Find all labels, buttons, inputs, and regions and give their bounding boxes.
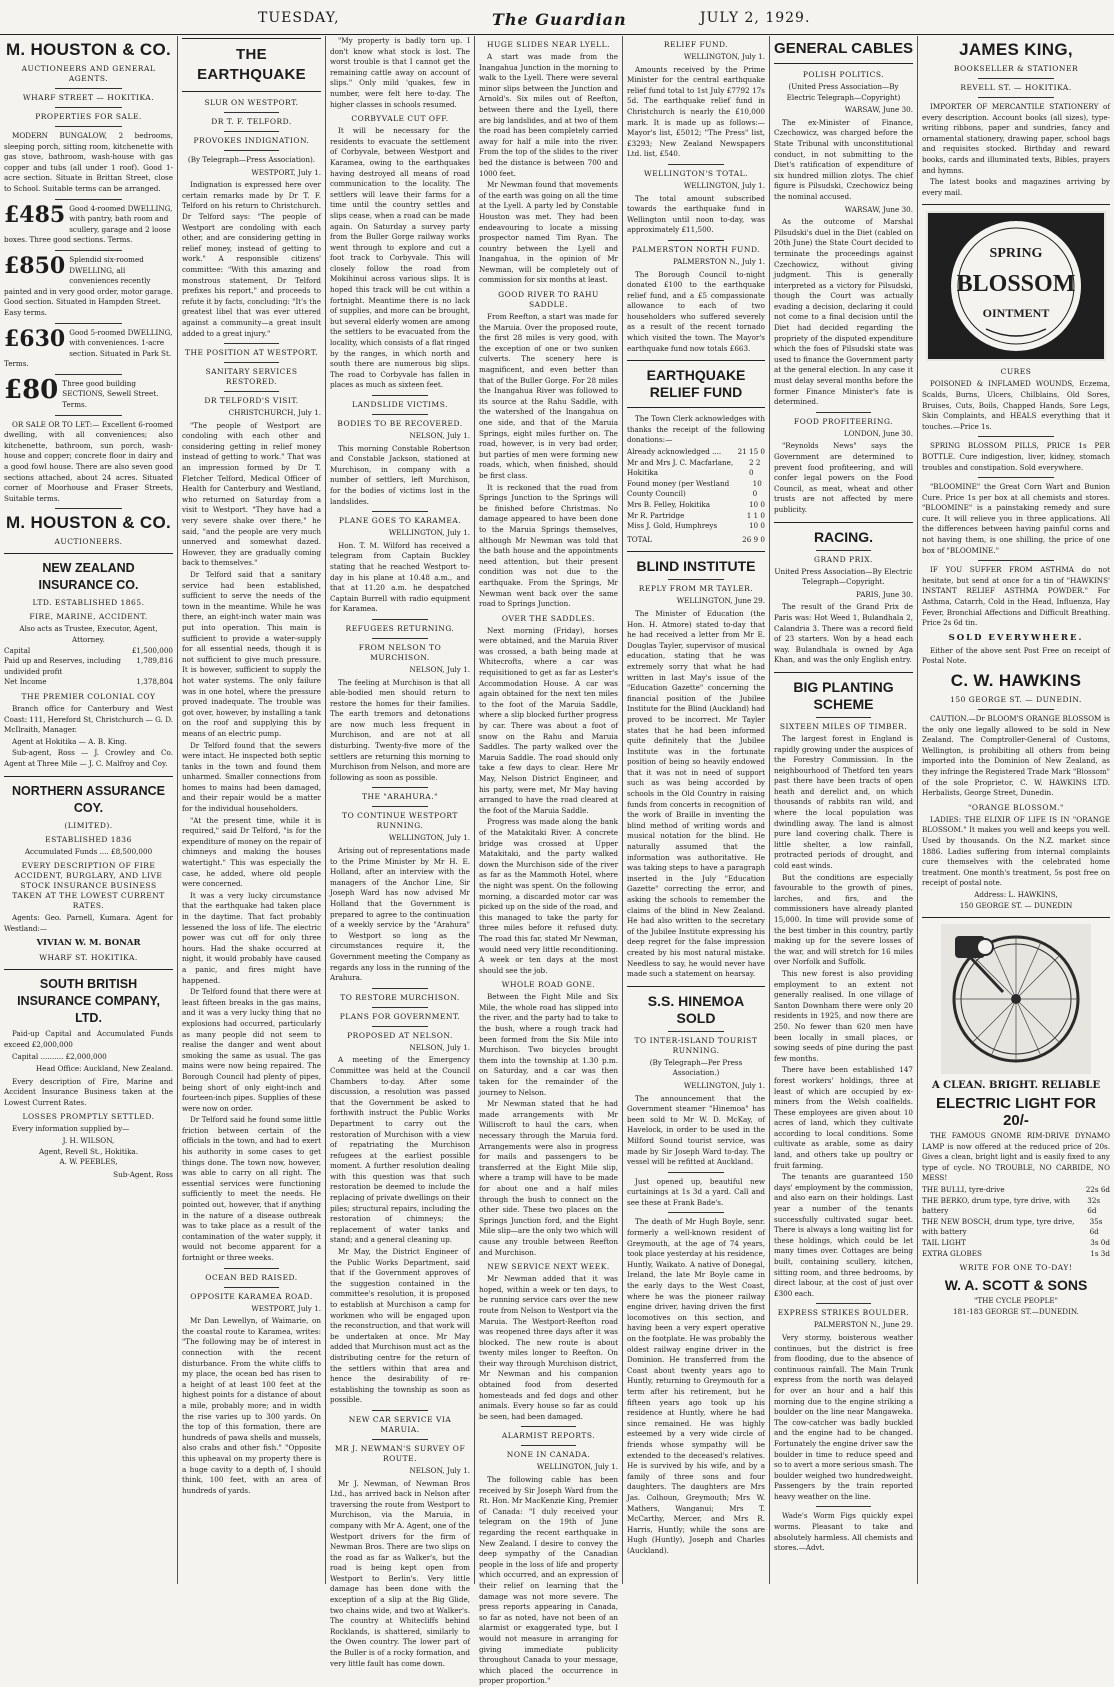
ad-address-2: 150 GEORGE ST. — DUNEDIN [959, 900, 1073, 910]
paragraph: From Reefton, a start was made for the Maruia. Over the proposed route, the first 28 miles is very good, with the exception of one or two sunken culverts. The scenery here is magnificent, and even better than that of the Buller Gorge. For 28 miles the Inangahua River was followed to its source at the Rahu Saddle, with the watershed of the Inangahua on one side, and that of the Maruia Springs, eight miles further on. The road, however, is in very bad order, but parties of men were forming new roads, which, when finished, should be first class. [479, 312, 618, 480]
sub-grand-prix: GRAND PRIX. [814, 554, 873, 564]
sub-newman-survey: MR J. NEWMAN'S SURVEY OF ROUTE. [334, 1443, 466, 1463]
paragraph: Dr Telford said he found some little friction between certain of the officials in the town, and had to exert his authority in some cases to get things done. The town now, however, was able to carry on all right. The essential services were functioning sufficiently to meet the needs. He pointed out, however, that if anything in the nature of a disease outbreak was to take place as a result of the contamination of the water supply, it would not become apparent for a fortnight or three weeks. [182, 1115, 321, 1262]
sub-landslide-victims: LANDSLIDE VICTIMS. [352, 400, 448, 409]
title-hinemoa-sold: S.S. HINEMOA SOLD [647, 992, 745, 1026]
ad-james-king-address: REVELL ST. — HOKITIKA. [960, 83, 1072, 92]
ad-houston-title: M. HOUSTON & CO. [5, 40, 172, 59]
sub-position: THE POSITION AT WESTPORT. [185, 348, 318, 358]
title-blind-institute: BLIND INSTITUTE [636, 558, 756, 575]
sub-arahura: THE "ARAHURA." [361, 792, 439, 802]
sub-new-service: NEW SERVICE NEXT WEEK. [487, 1262, 610, 1272]
price-row: THE BERKO, drum type, tyre drive, with battery 32s 6d [922, 1195, 1101, 1216]
paragraph: It will be necessary for the residents to evacuate the settlement of Corbyvale, between Westport and Karamea, owing to the earthquakes having destroyed all means of road communication to the locality. The settlers will leave their farms for a time until the country settles and slips cease, when a road can be made again. On Saturday a survey party from the Buller Gorge railway works went through to explore and cut a foot track to Corbyvale. This will closely follow the road from Mokihinui across various slips. It is hoped this track will be cut within a fortnight. Meantime there is no lack of supplies, and more can be brought, but several elderly women are among the settlers to be evacuated from the locality, which consists of a flat ringed by the ranges, in which north and south there are numerous big slips. The road to Corbyvale has fallen in places as much as sixteen feet. [330, 126, 470, 390]
ad-houston-line-2: AUCTIONEERS. [54, 537, 123, 547]
ad-sbi-losses: LOSSES PROMPTLY SETTLED. [22, 1112, 155, 1122]
title-big-planting: BIG PLANTING SCHEME [793, 678, 894, 712]
title-racing: RACING. [813, 528, 874, 545]
ad-scott-title: W. A. SCOTT & SONS [944, 1277, 1088, 1294]
byline: (United Press Association—By Electric Telegraph—Copyright) [786, 82, 901, 102]
donation-row: Mr and Mrs J. C. Macfarlane, Hokitika 2 2 0 [627, 457, 761, 478]
ad-south-british-title: SOUTH BRITISH INSURANCE COMPANY, LTD. [17, 977, 160, 1026]
sub-nelson-murchison: FROM NELSON TO MURCHISON. [358, 642, 442, 662]
paragraph: The largest forest in England is rapidly growing under the auspices of the Forestry Commission. In the neighbourhood of Thetford ten years past there have been tracts of open heath and derelict and, on which thousands of rabbits ran wild, and where the local population was dwindling away. The land is almost pure land covering chalk. There is little shelter, a low rainfall, protracted periods of drought, and cold east winds. [774, 733, 913, 871]
sub-karamea-road: OPPOSITE KARAMEA ROAD. [190, 1291, 313, 1301]
dateline-wellington-2: WELLINGTON, July 1. [388, 833, 470, 843]
ad-ointment-cures: CURES [1000, 367, 1032, 377]
ad-property-4: £80 Three good building SECTIONS, Sewell Street. Terms. [4, 374, 159, 410]
sub-indignation: PROVOKES INDIGNATION. [193, 136, 310, 145]
paragraph: Hon. T. M. Wilford has received a telegram from Captain Buckley stating that he reached Westport to-day in his plane at 10.48 a.m., and that at 11.20 a.m. he despatched Captain Burrell with radio equipment for Karamea. [330, 540, 470, 614]
byline: (By Telegraph—Per Press Association.) [649, 1057, 743, 1078]
sub-reply-tayler: REPLY FROM MR TAYLER. [638, 584, 754, 594]
ad-vivian-name: VIVIAN W. M. BONAR [36, 938, 141, 949]
financial-row: Paid up and Reserves, including undivided profit 1,789,816 [4, 656, 173, 676]
paragraph: The Town Clerk acknowledges with thanks the receipt of the following donations:— [627, 414, 765, 445]
masthead-paper-name: The Guardian [492, 10, 627, 29]
sub-ocean-bed: OCEAN BED RAISED. [205, 1272, 298, 1282]
sub-wellington-total: WELLINGTON'S TOTAL. [644, 168, 748, 178]
ad-james-king-import: IMPORTER OF MERCANTILE STATIONERY of every description. Account books (all sizes), type-writing ribbons, paper and sundries, fancy and ornamental stationery, drawing paper, school bags and requisites stocked. Birthday and reward books, cards and illuminated texts, Bibles, prayers and hymns. [922, 102, 1110, 175]
paragraph: Wade's Worm Figs quickly expel worms. Pleasant to take and absolutely harmless. All chemists and stores.—Advt. [774, 1511, 913, 1553]
dateline-westport-2: WESTPORT, July 1. [251, 1303, 321, 1313]
paragraph: It was a very lucky circumstance that the earthquake had taken place in the daytime. That fact probably lessened the loss of life. The electric power was cut off for only three hours. Had the shake occurred at night, it would probably have caused a panic, and fires might have happened. [182, 890, 321, 985]
ad-asthma: IF YOU SUFFER FROM ASTHMA do not hesitate, but send at once for a tin of "HAWKINS' INSTANT RELIEF ASTHMA POWDER." For Asthma, Catarrh, Cold in the Head, Influenza, Hay Fever, Bronchial Affections and Difficult Breathing. Price 2s 6d tin. [922, 565, 1110, 628]
paragraph: The ex-Minister of Finance, Czechowicz, was charged before the State Tribunal with unconstitutional conduct, in not submitting to the Diet's ratification of expenditure of six hundred million zlotys. The chief figure is Pilsudski, Czechowicz being the nominal accused. [774, 117, 913, 201]
ad-clean-bright: A CLEAN. BRIGHT. RELIABLE [931, 1080, 1101, 1092]
ad-orange-blossom: "ORANGE BLOSSOM." [967, 802, 1065, 812]
dateline-wellington: WELLINGTON, July 1. [388, 528, 470, 538]
sub-express-boulder: EXPRESS STRIKES BOULDER. [777, 1308, 910, 1318]
paragraph: Dr Telford found that there were at least fifteen breaks in the gas mains, and it was a very lucky thing that no explosions had occurred, particularly as many people did not seem to realise the danger and went about smoking the same as usual. The gas mains were now being repaired. The Borough Council had plenty of pipes, being short of only eight-inch and fourteen-inch pipes. Supplies of these were now on order. [182, 987, 321, 1113]
sub-food-profiteering: FOOD PROFITEERING. [793, 416, 894, 426]
column-relief-fund [622, 36, 769, 1584]
donation-row: Mrs B. Felley, Hokitika 10 0 [627, 500, 765, 509]
sub-alarmist: ALARMIST REPORTS. [501, 1431, 596, 1441]
sub-over-saddles: OVER THE SADDLES. [501, 613, 596, 623]
donation-total: TOTAL 26 9 0 [627, 534, 765, 544]
ad-sbi-paid: Paid-up Capital and Accumulated Funds exceed £2,000,000 [4, 1029, 173, 1049]
paragraph: "My property is badly torn up. I don't know what stock is lost. The worst trouble is that I cannot get the remaining cattle away on account of slips." Only mild 'quakes, few in number, were felt here to-day. The higher classes in schools resumed. [330, 36, 470, 109]
sub-plans: PLANS FOR GOVERNMENT. [339, 1011, 461, 1021]
ad-hawkins-address: 150 GEORGE ST. — DUNEDIN. [950, 695, 1082, 704]
ad-branch: Branch office for Canterbury and West Coast: 111, Hereford St, Christchurch — G. D. McIlraith, Manager. [4, 703, 174, 735]
sub-slur: SLUR ON WESTPORT. [204, 98, 299, 107]
donation-row: Already acknowledged .... 21 15 0 [627, 447, 765, 457]
ad-write: WRITE FOR ONE TO-DAY! [959, 1263, 1073, 1273]
sub-sanitary: SANITARY SERVICES RESTORED. [205, 367, 298, 387]
column-advertisements-left [0, 36, 177, 1584]
ad-northern-ltd: (LIMITED). [64, 820, 113, 830]
ad-northern-every: EVERY DESCRIPTION OF FIRE ACCIDENT, BURGLARY, AND LIVE STOCK INSURANCE BUSINESS TAKEN AT THE LOWEST CURRENT RATES. [12, 861, 165, 911]
ad-james-king-latest: The latest books and magazines arriving by every mail. [922, 177, 1110, 197]
masthead-date: JULY 2, 1929. [700, 10, 811, 26]
paragraph: But the conditions are especially favourable to the growth of pines, larches, and firs, and the commissioners have already planted 15,000. In time will provide some of the best timber in this country, partly making up for the severe losses of the war, and will stretch for 16 miles over Norfolk and Suffolk. [774, 872, 913, 967]
dateline-nelson-3: NELSON, July 1. [409, 1042, 470, 1052]
donation-list [627, 447, 765, 532]
ad-property-1: £485 Good 4-roomed DWELLING, with pantry, bath room and scullery, garage and 2 loose boxes. Three good sections. Terms. [4, 201, 173, 245]
ad-sbi-head: Head Office: Auckland, New Zealand. [35, 1064, 173, 1074]
ad-property-2: £850 Splendid six-roomed DWELLING, all conveniences recently painted and in very good order, motor garage. Good section. Situated in Hampden Street. Easy terms. [4, 252, 173, 317]
svg-text:SPRING: SPRING [989, 246, 1043, 262]
paragraph: Next morning (Friday), horses were obtained, and the Maruia River was crossed, a bath being made at Whitecrofts, where a car was requisitioned to get as far as Lester's Accommodation House. A car was again obtained for the next ten miles to the foot of the Maruia Saddle, where a slip blocked further progress by car. There was about a foot of snow on the Rahu and Maruia Saddles. The party walked over the Maruia Saddle. The road should only take a few days to clear. Here Mr May, Nelson District Engineer, and his party, were met, Mr May having arranged to have the road cleared at the foot of the Maruia Saddle. [479, 625, 618, 815]
paragraph: The announcement that the Government steamer "Hinemoa" has been sold to Mr W. D. McKay, of Havelock, in order to be used in the Milford Sound tourist service, was made by Sir Joseph Ward to-day. The vessel will be refitted at Auckland. [627, 1093, 765, 1167]
dateline: WELLINGTON, July 1. [683, 1080, 765, 1090]
ad-price-list [922, 1185, 1110, 1259]
ad-address: Address: L. HAWKINS, [974, 889, 1058, 899]
sub-proposed: PROPOSED AT NELSON. [347, 1030, 453, 1040]
sub-relief-fund: RELIEF FUND. [663, 40, 729, 49]
donation-row: Mr R. Partridge 1 1 0 [627, 510, 765, 520]
bicycle-lamp-illustration [941, 924, 1091, 1074]
sub-polish-politics: POLISH POLITICS. [802, 70, 885, 79]
dateline-christchurch: CHRISTCHURCH, July 1. [228, 408, 321, 418]
price-row: EXTRA GLOBES 1s 3d [922, 1248, 1110, 1258]
dateline-nelson-4: NELSON, July 1. [409, 1465, 470, 1475]
ad-nz-insurance-title: NEW ZEALAND INSURANCE CO. [38, 561, 139, 593]
paragraph: Just opened up, beautiful new curtainings at 1s 3d a yard. Call and see these at Frank Bade's. [627, 1176, 765, 1207]
paragraph: A start was made from the Inangahua Junction in the morning to walk to the Lyell. There were several minor slips between the Junction and Arnold's. Six miles out of Reefton, between there and the Lyell, there are big landslides, and at two of them the road has been completely carried away for half a mile into the river. From the top of the slides to the river bed the distance is between 700 and 1000 feet. [479, 52, 618, 178]
ad-agent-1: Agent at Hokitika — A. B. King. [12, 736, 127, 746]
sub-huge-slides: HUGE SLIDES NEAR LYELL. [486, 40, 611, 49]
paragraph: Mr Newman found that movements of the earth was going on all the time at the Lyell. A party led by Constable Houston was met. They had been endeavouring to locate a missing prospector named Tim Ryan. The country between the Lyell and Inangahua, in the opinion of Mr Newman, will be completely out of commission for six months at least. [479, 180, 618, 285]
ad-bloomine: "BLOOMINE" the Great Corn Wart and Bunion Cure. Price 1s per box at all chemists and stores. "BLOOMINE" is a painstaking remedy and sure cure. It will relieve you in three applications. All the differences between having painful corns and not having them, is one shilling, the price of one box of "BLOOMINE." [922, 482, 1110, 555]
financial-row: Capital £1,500,000 [4, 645, 173, 655]
dateline-wellington-3: WELLINGTON, July 1. [536, 1462, 618, 1472]
sub-whole-road: WHOLE ROAD GONE. [501, 980, 596, 990]
paragraph: Amounts received by the Prime Minister for the central earthquake relief fund total to 1st July £7792 17s 5d. The earthquake relief fund in Christchurch is nearly the £10,000 mark. It is made up as follows:— Mayor's list, £5012; "The Press" list, £3293; New Zealand Newspapers Ltd. list, £540. [627, 64, 765, 159]
paragraph: Between the Fight Mile and Six Mile, the whole road has slipped into the river, and the party had to take to the bush, where a rough track had been formed from the Six Mile into Murchison. Two bicycles brought them into the township at 1.30 p.m. on Saturday, and a car was then taken for the remainder of the journey to Nelson. [479, 992, 618, 1097]
ad-sub-agent: Sub-agent, Ross — J. Crowley and Co. Agent at Three Mile — J. C. Malfroy and Coy. [4, 748, 173, 768]
paragraph: The Borough Council to-night donated £100 to the earthquake relief fund, and a £5 compassionate allowance to each of two householders who suffered severely as a result of the recent tornado which visited the town. The Mayor's earthquake fund now totals £663. [627, 269, 765, 353]
dateline-nelson: NELSON, July 1. [409, 431, 470, 440]
paragraph: It is reckoned that the road from Springs Junction to the Springs will be finished before Christmas. No damage appeared to have been done to the Maruia Springs themselves, although Mr Newman was told that the bath house and the appointments need attention, but their present condition was not due to the earthquake. From the Springs, Mr Newman went back over the same road to Springs Junction. [479, 482, 618, 609]
svg-text:BLOSSOM: BLOSSOM [956, 271, 1076, 298]
financial-row: Net Income 1,378,804 [4, 677, 173, 687]
column-general-cables [769, 36, 917, 1584]
ad-dynamo: THE FAMOUS GNOME RIM-DRIVE DYNAMO LAMP is now offered at the reduced price of 20s. Gives a clean, bright light and is easily fixed to any type of cycle. NO TROUBLE, NO CARBIDE, NO MESS! [922, 1131, 1110, 1183]
ad-ointment-text: POISONED & INFLAMED WOUNDS, Eczema, Scalds, Burns, Ulcers, Chilblains, Old Sores, Bruises, Cuts, Boils, Chapped Hands, Sore Legs, Skin Complaints, and HEALS everything that it touches.—Price 1s. [922, 379, 1110, 431]
ad-houston-address: WHARF STREET — HOKITIKA. [22, 93, 155, 102]
column-earthquake-routes [474, 36, 622, 1686]
ad-property-3: £630 Good 5-roomed DWELLING, with conveniences. 1-acre section. Situated in Park St. Terms. [4, 325, 173, 369]
ad-premier-title: THE PREMIER COLONIAL COY [21, 691, 156, 701]
dateline-westport: WESTPORT, July 1. [251, 167, 321, 177]
paragraph: Arising out of representations made to the Prime Minister by Mr H. E. Holland, after an interview with the managers of the Anchor Line, Sir Joseph Ward has now advised Mr Holland that the Government is prepared to agree to the continuation of a weekly service by the "Arahura" to Westport so long as the circumstances require it, the Government meeting the Company as regards any loss in the running of the Arahura. [330, 846, 470, 983]
sub-sixteen-miles: SIXTEEN MILES OF TIMBER. [779, 721, 908, 731]
paragraph: The result of the Grand Prix de Paris was: Hot Weed 1, Bulandhala 2, Calandria 3. There was a record field of 23 starters. Won by a head each way. Bulandhala is owned by Aga Khan, and was the only English entry. [774, 602, 913, 665]
paragraph: Mr J. Newman, of Newman Bros Ltd., has arrived back in Nelson after traversing the route from Westport to Murchison, via the Maruia, in company with Mr A. Agent, one of the Westport drivers for the firm of Newman Bros. There are two slips on the road as far as Walker's, but the road is being kept open from Westport to Berlin's. Very little damage has been done with the exception of a slip at the Big Glide, two chains wide, and two at Walker's. The country at Whitecliffs behind Rocklands, is shattered, similarly to the Owen country. The lower part of the Buller is of a rocky formation, and very little fault has come down. [330, 1478, 470, 1668]
ad-houston-line: AUCTIONEERS AND GENERAL AGENTS. [21, 64, 156, 83]
dateline: PALMERSTON N., July 1. [672, 256, 765, 266]
column-advertisements-right [917, 36, 1114, 1584]
masthead-day: TUESDAY, [258, 10, 340, 26]
ad-northern-agents: Agents: Geo. Parnell, Kumara. Agent for Westland:— [4, 913, 173, 933]
paragraph: The death of Mr Hugh Boyle, senr. formerly a well-known resident of Greymouth, at the age of 74 years, took place yesterday at his residence, Huntly, Waikato. A native of Donegal, Ireland, the late Mr Boyle came in the early days to the West Coast, where he was the pioneer railway engine driver, having driven the first locomotives on this section, and having been a very expert operative on the footplate. He was probably the oldest railway engine driver in the Dominion. He transferred from the Coast about twenty years ago to Huntly, returning to Greymouth for a term after his retirement, but he fifteen years ago took up his residence at Huntly, where he had since remained. He was highly esteemed by a very wide circle of friends whose sympathy will be extended to the deceased's relatives. He is survived by his wife, and by a family of three sons and four daughters. The daughters are Mrs Jas. Colhoun, Greymouth; Mrs W. Mathers, Wanganui; Mrs T. McCarthy, Mercer, and Mrs R. Harris, Huntly; while the sons are Hugh (Huntly), Joseph and Charles (Auckland). [627, 1217, 765, 1555]
ad-caution: CAUTION.—Dr BLOOM'S ORANGE BLOSSOM is the only one legally allowed to be sold in New Zealand. The Comptroller-General of Customs, Wellington, is prohibiting all others from being imported into the Dominion of New Zealand, as they infringe the Registered Trade Mark "Blossom" of the sole Proprietor, C. W. HAWKINS LTD. Herbalists, George Street, Dunedin. [922, 714, 1110, 798]
sub-continue-westport: TO CONTINUE WESTPORT RUNNING. [342, 811, 458, 831]
dateline: WELLINGTON, June 29. [676, 596, 765, 606]
sub-restore: TO RESTORE MURCHISON. [340, 992, 460, 1002]
paragraph: "At the present time, while it is required," said Dr Telford, "is for the expenditure of money on the repair of chimneys and making the houses watertight." This was especially the case, he added, where old people were concerned. [182, 815, 321, 889]
paragraph: Indignation is expressed here over certain remarks made by Dr T. F. Telford on his return to Christchurch. Dr Telford says: "The people of Westport are condoling with each other, and are considering getting in relief money, instead of getting to work." A responsible citizens' committee: "With this amazing and monstrous statement, Dr Telford prefixes his report," and proceeds to refute it by facts, concluding: "It's the greatest libel that was ever uttered against a community—a great insult added to a great injury." [182, 180, 321, 338]
paragraph: This new forest is also providing employment to an extent not generally realised. In one village of Santon Downham there were only 20 residents in 1925, and now there are 250. No fewer than 620 men have been locally in small places, or sowing seeds of pine during the past few months. [774, 968, 913, 1063]
price-row: THE NEW BOSCH, drum type, tyre drive, with battery 35s 6d [922, 1216, 1103, 1237]
ad-ladies: LADIES: THE ELIXIR OF LIFE IS IN "ORANGE BLOSSOM." It makes you well and keeps you well. Used by thousands. On the N.Z. market since 1886. Ladies suffering from internal complaints cure themselves with the celebrated home treatment. One month's treatment, 5s post free on receipt of postal note. [922, 814, 1110, 888]
ad-james-king-title: JAMES KING, [959, 40, 1073, 59]
ad-bungalow-text: MODERN BUNGALOW, 2 bedrooms, sleeping porch, sitting room, kitchenette with gas stove, bathroom, wash-house with gas copper and tubs (all under 1 roof). Good 1-acre section. Situate in Brittan Street, close to School. Suitable terms can be arranged. [4, 131, 173, 193]
ad-sbi-agent-1: J. H. WILSON, [62, 1136, 115, 1146]
ad-properties-heading: PROPERTIES FOR SALE. [35, 112, 142, 121]
sub-telford: DR T. F. TELFORD. [211, 117, 292, 126]
dateline-nelson-2: NELSON, July 1. [409, 664, 470, 674]
paragraph: "Reynolds News" says the Government are determined to prevent food profiteering, and will confer legal powers on the Food Council, as meat, wheat and other trusts are not affected by mere publicity. [774, 441, 913, 514]
ad-sale-or-let: OR SALE OR TO LET:— Excellent 6-roomed dwelling, with all conveniences; also kitchenette, bathroom, sun porch, wash-house and copper; concrete floor in dairy and a good fowl house. There are also seven good sections attached, about 24 acres. Situated corner of Moorhouse and Fraser Streets, Suitable terms. [4, 419, 173, 503]
ad-nz-insurance-est: LTD. ESTABLISHED 1865. [32, 598, 145, 608]
paragraph: The total amount subscribed towards the earthquake fund in Wellington until noon to-day, was approximately £11,500. [627, 193, 765, 235]
price-row: THE BULLI, tyre-drive 22s 6d [922, 1185, 1110, 1195]
donation-row: Miss J. Gold, Humphreys 10 0 [627, 521, 765, 531]
ad-nz-insurance-type: FIRE, MARINE, ACCIDENT. [29, 612, 148, 622]
sub-palmerston-fund: PALMERSTON NORTH FUND. [631, 244, 761, 254]
sub-canada: NONE IN CANADA. [506, 1450, 591, 1460]
ad-sbi-agent-1-addr: Agent, Revell St., Hokitika. [38, 1146, 139, 1156]
ad-sbi-description: Every description of Fire, Marine and Accident Insurance Business taken at the Lowest Current Rates. [4, 1076, 173, 1107]
ointment-tin-illustration [926, 211, 1106, 361]
sub-good-river: GOOD RIVER TO RAHU SADDLE. [498, 290, 599, 310]
dateline: WARSAW, June 30. [844, 105, 913, 115]
ad-northern-est: ESTABLISHED 1836 [45, 834, 132, 844]
masthead [0, 0, 1114, 35]
paragraph: Dr Telford said that a sanitary service had been established, sufficient to serve the needs of the town in the meantime. While he was there, an eight-inch water main was put into operation. This main is sufficient to provide a water-supply for all essential needs, though it is not sufficient to give much pressure. It is however, sufficient to supply the hot water systems. The only failure was in one hotel, where the pressure proved inadequate. The trouble was got over, however, by installing a tank on the roof and supplying this by means of an electric pump. [182, 570, 321, 738]
sub-visit: DR TELFORD'S VISIT. [204, 396, 299, 406]
dateline: PARIS, June 30. [856, 589, 913, 599]
sub-car-service: NEW CAR SERVICE VIA MARUIA. [348, 1414, 452, 1434]
ad-electric-light: ELECTRIC LIGHT FOR 20/- [936, 1095, 1096, 1130]
paragraph: Progress was made along the bank of the Matakitaki River. A concrete bridge was crossed at Upper Matakitaki, and the party walked down the Murchison side of the river as far as the Mammoth Hotel, where the night was spent. On the following morning, a discarded motor car was picked up on the side of the road, and this managed to take the party for three miles before it refused duty. The road this far, stated Mr Newman, would need very little reconditioning. A week or ten days at the most should see the job. [479, 817, 618, 975]
price-row: TAIL LIGHT 3s 0d [922, 1238, 1110, 1248]
ad-vivian-address: WHARF ST. HOKITIKA. [39, 953, 138, 963]
ad-either: Either of the above sent Post Free on receipt of Postal Note. [922, 645, 1110, 666]
paragraph: There have been established 147 forest workers' holdings, three at least of which are occupied by ex-miners from the Welsh coalfields. These employees are given about 10 acres of land, which they cultivate according to local conditions. Some cultivate as arable, some as dairy land, and others take up poultry or fruit farming. [774, 1065, 913, 1170]
sub-refugees: REFUGEES RETURNING. [345, 623, 455, 633]
paragraph: Mr Dan Lewellyn, of Waimarie, on the coastal route to Karamea, writes: "The following may be of interest in connection with the recent disturbance. From the white cliffs to my place, the ocean bed has risen to a height of at least 100 feet at the highest points for a distance of about a mile, probably more; and in width the rise varies up to 300 yards. On the top of this formation, there are hundreds of pawa shells and mussels, also crabs and other fish." "Opposite this upheaval on my property there is a huge cavity to a depth of, I should think, 100 feet, with an area of hundreds of yards. [182, 1316, 321, 1495]
sub-bodies: BODIES TO BE RECOVERED. [337, 419, 463, 428]
sub-plane: PLANE GOES TO KARAMEA. [338, 516, 462, 526]
paragraph: Mr May, the District Engineer of the Public Works Department, said that if the Government approves of the suggestion contained in the committee's resolution, it is proposed to establish at Murchison a camp for workmen who will be engaged upon the reconstruction, and that work will be undertaken at once. Mr May added that Murchison must act as the distributing centre for the return of the settlers within that area and hence the desirability of re-establishing the township as soon as possible. [330, 1247, 470, 1405]
svg-text:OINTMENT: OINTMENT [982, 306, 1050, 321]
ad-scott-sub: "THE CYCLE PEOPLE" [974, 1296, 1058, 1306]
paragraph: The Minister of Education (the Hon. H. Atmore) stated to-day that he had received a letter from Mr E. Douglas Tayler, supervisor of musical education, stating that he was extremely sorry that what he had written in last May's issue of the "Education Gazette" concerning the financial position of the Jubilee Institute for the Blind (Auckland) had proved to be incorrect. Mr Tayler states that he had been informed quite definitely that the Jubilee Institute was in the fortunate position of being so heavily endowed that it was not in need of support such as was being accorded by schools in the Old Country in raising funds from concerts in recognition of the work of Braille in inventing the blind method of writing words and musical notation for the blind. He naturally assumed that the information was authoritative. He was taking steps to have a paragraph inserted in the July "Education Gazette" correcting the error, and asking the schools to remember the claims of the blind in New Zealand. He had also written to the secretary of the Jubilee Institute expressing his deep regret for the false impression created by his most natural mistake. Needless to say, he would never have made such a statement on hearsay. [627, 608, 765, 979]
paragraph: Mr Newman added that it was hoped, within a week or ten days, to be running service cars over the new route from Nelson to Westport via the Maruia. The Westport-Reefton road was reopened three days after it was blocked. The new route is about twenty miles longer to Reefton. On their way through Murchison district, Mr Newman and his companion obtained food from deserted homesteads and fed dogs and other animals. Every house so far as could be seen, had been damaged. [479, 1274, 618, 1421]
ad-sbi-agent-2: A. W. PEEBLES, [59, 1157, 118, 1167]
dateline: WARSAW, June 30. [844, 204, 913, 214]
ad-nz-insurance-financials [4, 646, 173, 688]
paragraph: Dr Telford found that the sewers were intact. He inspected both septic tanks in the town and found them unharmed. Smaller connections from homes to mains had been damaged, and their repair would be a matter for the individual householders. [182, 740, 321, 814]
ad-sbi-agent-2-addr: Sub-Agent, Ross [113, 1169, 173, 1179]
byline: (By Telegraph—Press Association). [187, 155, 316, 164]
title-general-cables: GENERAL CABLES [774, 40, 913, 57]
byline: United Press Association—By Electric Telegraph—Copyright. [774, 566, 913, 587]
paragraph: The following cable has been received by Sir Joseph Ward from the Rt. Hon. Mr MacKenzie King, Premier of Canada: "I duly received your telegram on the 19th of June regarding the recent earthquake in New Zealand. I desire to convey the deep sympathy of the Canadian people in the loss of life and property which occurred, and an expression of their relief on learning that the damage was not more severe. The press reports appearing in Canada, so far as noted, have not been of an alarmist or exaggerated type, but I would not measure in arranging for giving immediate publicity throughout Canada to your message, which placed the occurrence in proper proportion." [479, 1475, 618, 1686]
ad-pills: SPRING BLOSSOM PILLS, PRICE 1s PER BOTTLE. Cure indigestion, liver, kidney, stomach troubles and constipation. Sold everywhere. [922, 441, 1110, 472]
paragraph: "The people of Westport are condoling with each other and considering getting in relief money instead of getting to work." That was an impression formed by Dr T. Fletcher Telford, Medical Officer of Health for Canterbury and Westland, who returned on Saturday from a visit to Westport. "They have had a very severe shake over there," he said, "and the people are very much unnerved and somewhat dazed. However, they are gradually coming back to themselves." [182, 420, 321, 568]
ad-northern-title: NORTHERN ASSURANCE COY. [11, 783, 165, 815]
dateline: LONDON, June 30. [843, 428, 913, 438]
ad-sbi-info: Every information supplied by— [12, 1124, 130, 1134]
donation-row: Found money (per Westland County Council) 10 0 [627, 478, 762, 499]
ad-sold-everywhere: SOLD EVERYWHERE. [948, 632, 1084, 643]
paragraph: This morning Constable Robertson and Constable Jackson, stationed at Murchison, in company with a number of settlers, left Murchison, for the bodies of victims lost in the landslides. [330, 443, 470, 506]
ad-houston-title-2: M. HOUSTON & CO. [5, 513, 172, 533]
sub-corbyvale: CORBYVALE CUT OFF. [351, 114, 449, 124]
paragraph: Mr Newman stated that he had made arrangements with Mr Williscroft to haul the cars, when necessary through the Maruia ford. Arrangements were also in progress for mails and passengers to be transferred at the Eight Mile slip, where a tramp will have to be made for about one and a half miles through the bush to connect on the other side. These two places on the Springs Junction ford, and the Eight Mile slip—are the only two which will cause any trouble between Reefton and Murchison. [479, 1099, 618, 1257]
ad-scott-address: 181-183 GEORGE ST.—DUNEDIN. [953, 1306, 1079, 1316]
ad-james-king-sub: BOOKSELLER & STATIONER [953, 64, 1079, 73]
column-earthquake [177, 36, 325, 1584]
paragraph: A meeting of the Emergency Committee was held at the Council Chambers to-day. After some discussion, a resolution was passed that the Government be asked to forthwith instruct the Public Works Department to carry out the restoration of Murchison with a view of repatriating the Murchison refugees at the earliest possible moment. A further resolution dealing with this question was that such restoration be deemed to include the replacing of private dwellings on their piles; structural repairs, including the restoration of chimneys; the replacement of water tanks and stand; and a general cleaning up. [330, 1055, 470, 1245]
ad-nz-insurance-line: Also acts as Trustee, Executor, Agent, Attorney. [19, 624, 158, 644]
paragraph: As the outcome of Marshal Pilsudski's duel in the Diet (cabled on 20th June) the State Court decided to terminate the proceedings against Czechowicz, without giving judgment. This is generally interpreted as a victory for Pilsudski, though the Court was actually evading a decision, declaring it could not come to a final decision until the Diet had decided regarding the propriety of the disputed expenditure which the foes of Pilsudski state was used to finance the Government party at the general election. In any case it must delay several months before the former Finance Minister's fate is determined. [774, 217, 913, 407]
dateline: PALMERSTON N., June 29. [813, 1320, 913, 1330]
paragraph: The tenants are guaranteed 150 days' employment by the commission, and also earn on their holdings. Last year a number of the tenants successfully cultivated sugar beet. There is always a long waiting list for these holdings, which could be let many times over. Cottages are being built, containing scullery, kitchen, sitting room, and three bedrooms, by direct labour, at the cost of just over £300 each. [774, 1172, 913, 1298]
paragraph: The feeling at Murchison is that all able-bodied men should return to restore the homes for their families. The earth tremors and detonations are now much less frequent in Murchison, and are not at all disturbing. Twenty-five more of the settlers are returning this morning to Murchison from Nelson, and more are following as soon as possible. [330, 677, 470, 782]
sub-inter-island: TO INTER-ISLAND TOURIST RUNNING. [634, 1035, 758, 1055]
article-earthquake-title: THE EARTHQUAKE [197, 46, 306, 83]
paragraph: Very stormy, boisterous weather continues, but the district is free from flooding, due to the absence of continuous rainfall. The Main Trunk express from the north was delayed for over an hour and a half this morning due to the engine striking a boulder on the line near Mangaweka. The cow-catcher was badly buckled and the engine had to be changed. Fortunately the engine driver saw the boulder in time to reduce speed and so to avert a more serious smash. The boulder weighed two hundredweight. Passengers by the train reported heavy weather on the line. [774, 1332, 913, 1501]
dateline: WELLINGTON, July 1. [683, 52, 765, 61]
column-earthquake-continued [325, 36, 474, 1668]
dateline: WELLINGTON, July 1. [683, 180, 765, 190]
ad-northern-funds: Accumulated Funds .... £8,500,000 [24, 846, 153, 856]
title-earthquake-relief-fund: EARTHQUAKE RELIEF FUND [646, 367, 746, 401]
ad-sbi-capital: Capital .......... £2,000,000 [12, 1051, 107, 1061]
ad-hawkins-title: C. W. HAWKINS [950, 671, 1082, 690]
